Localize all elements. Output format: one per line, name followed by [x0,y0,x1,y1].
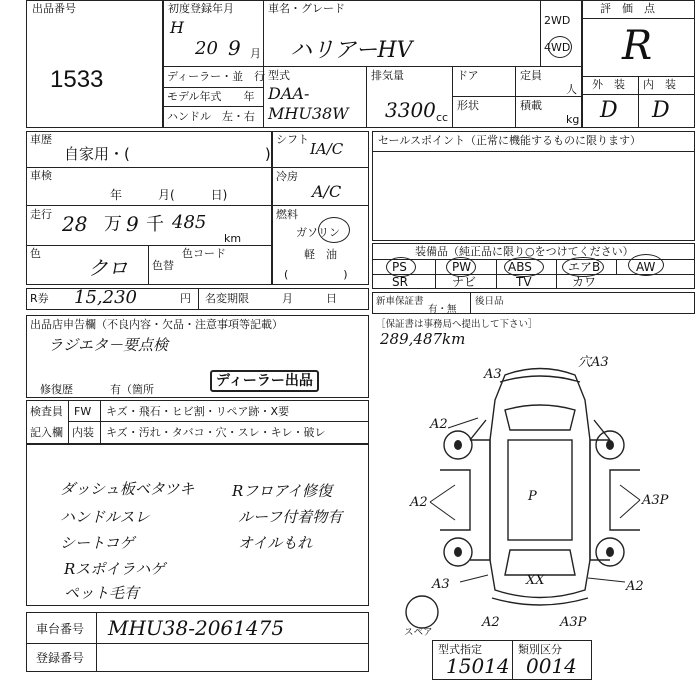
note-left-4: Rスポイラハゲ [64,560,166,578]
equip-pw-circle [446,257,476,277]
int-items: キズ・汚れ・タバコ・穴・スレ・キレ・破レ [106,426,326,439]
equip-sr: SR [392,275,408,289]
shaken-label: 車検 [30,169,52,182]
equip-aw: AW [636,260,656,274]
shape-label: 形状 [457,99,479,112]
category-value: 0014 [526,654,577,678]
equip-airbag: エアB [568,260,601,274]
mark-top-right: 穴A3 [578,355,609,370]
handle-label: ハンドル 左・右 [167,110,255,123]
equip-aw-circle [628,254,664,276]
ac-value: A/C [312,182,342,201]
equip-leather: カワ [572,275,597,289]
color-value: クロ [88,256,128,280]
mileage-man: 28 [62,212,88,236]
interior-label: 内 装 [643,78,676,91]
note-right-3: オイルもれ [238,534,313,552]
recycle-label: R券 [30,292,49,305]
reg-year: 20 [195,38,218,59]
fw-items: キズ・飛石・ヒビ割・リペア跡・X要 [106,405,290,418]
mark-right-bottom: A2 [626,579,644,594]
inspector-note: ラジエタ－要点検 [48,336,169,354]
yen-unit: 円 [180,292,191,305]
mark-bottom-left: A2 [482,615,500,630]
dealer-label: ディーラー・並 行 [167,70,266,83]
mark-bottom-right: A3P [560,615,587,630]
mileage-sen-unit: 千 [146,214,164,235]
fuel-gas: ガソリン [296,226,340,239]
check-label-2: 記入欄 [30,426,63,439]
note-left-5: ペット毛有 [64,584,140,602]
model-year-label: モデル年式 年 [167,90,255,103]
fw-label: FW [74,405,92,418]
mark-top-left: A3 [484,367,502,382]
chassis-label: 車台番号 [36,622,85,636]
ac-label: 冷房 [276,170,298,183]
displacement: 3300 [385,98,436,122]
sales-point-box [372,131,695,241]
type-spec-label: 型式指定 [438,643,482,656]
capacity-label: 定員 [520,69,542,82]
reg-month-unit: 月 [250,47,261,60]
mileage-man-unit: 万 [104,214,122,235]
equip-abs-circle [504,257,544,277]
color-code-label: 色コード [182,247,226,260]
reg-era: H [170,18,184,37]
category-label: 類別区分 [518,643,562,656]
warranty-label: 新車保証書 [376,296,424,307]
drive-2wd: 2WD [544,14,571,27]
shift-label: シフト [276,133,309,146]
equip-abs: ABS [508,260,532,274]
shift-value: IA/C [310,140,344,158]
sales-point-label: セールスポイント（正常に機能するものに限ります） [378,134,642,147]
equip-tv: TV [516,275,532,289]
cc-unit: cc [436,111,449,124]
grade-label: 評 価 点 [600,2,655,15]
grade-value: R [622,23,653,69]
fuel-diesel: 軽 油 [304,248,337,261]
note-left-3: シートコゲ [60,534,135,552]
int-label: 内装 [72,426,94,439]
mileage-sen: 9 [126,212,139,236]
equip-ps-circle [386,257,416,277]
kg-unit: kg [566,113,580,126]
door-label: ドア [457,69,479,82]
mileage-label: 走行 [30,208,52,221]
km-unit: km [224,232,242,245]
mark-center: P [528,489,537,504]
spare-label: スペア [404,627,433,638]
exterior-grade: D [600,98,618,123]
lot-label: 出品番号 [32,2,76,15]
type-label: 型式 [268,69,290,82]
repair-label: 修復歴 [40,383,73,396]
dealer-stamp: ディーラー出品 [210,370,319,392]
reg-label: 初度登録年月 [168,2,234,15]
type-prefix: DAA- [268,84,310,103]
equipment-label: 装備品（純正品に限り○をつけてください） [415,245,634,258]
chassis-value: MHU38-2061475 [108,616,285,640]
note-right-1: Rフロアイ修復 [232,482,332,500]
interior-grade: D [652,98,670,123]
repaint-label: 色替 [152,259,174,272]
mark-left-mid: A2 [410,495,428,510]
check-label-1: 検査員 [30,405,63,418]
history-label: 車歴 [30,133,52,146]
equip-pw: PW [452,260,472,274]
fuel-gas-circle [318,217,350,243]
equip-ps: PS [392,260,407,274]
reg-no-label: 登録番号 [36,651,85,665]
mark-left-bottom: A3 [432,577,450,592]
fuel-label: 燃料 [276,208,298,221]
shaken-value: 年 月( 日) [110,188,228,202]
lot-box [26,0,163,128]
type-spec-value: 15014 [446,654,510,678]
mileage-rest: 485 [172,212,207,233]
note-right-2: ルーフ付着物有 [238,508,343,526]
type-code: MHU38W [268,104,349,123]
map-mileage-note: 289,487km [380,330,466,348]
map-label: ［保証書は事務局へ提出して下さい］ [376,319,538,330]
history-value: 自家用・( ) [64,145,271,163]
lot-number: 1533 [50,66,104,93]
drive-4wd-circle [548,36,572,58]
recycle-value: 15,230 [74,287,137,308]
load-label: 積載 [520,99,542,112]
exterior-label: 外 装 [592,78,625,91]
note-left-1: ダッシュ板ベタツキ [60,480,195,498]
displacement-label: 排気量 [371,69,404,82]
note-left-2: ハンドルスレ [60,508,150,526]
fuel-paren: ( ) [284,268,348,281]
reg-month: 9 [228,36,241,60]
name-change-label: 名変期限 月 日 [205,292,337,305]
equip-airbag-circle [562,257,604,277]
mark-left-front: A2 [430,417,448,432]
recall-label: 後日品 [475,296,504,307]
equip-navi: ナビ [452,275,477,289]
mark-right-mid: A3P [642,493,669,508]
mark-rear: XX [526,573,545,588]
warranty-value: 有・無 [428,304,457,315]
color-label: 色 [30,247,41,260]
capacity-unit: 人 [566,83,577,96]
drive-4wd: 4WD [544,41,571,54]
name-label: 車名・グレード [268,2,345,15]
car-name: ハリアーHV [290,38,413,63]
repair-value: 有（箇所 [110,383,154,396]
inspector-label: 出品店申告欄（不良内容・欠品・注意事項等記載） [30,318,283,331]
